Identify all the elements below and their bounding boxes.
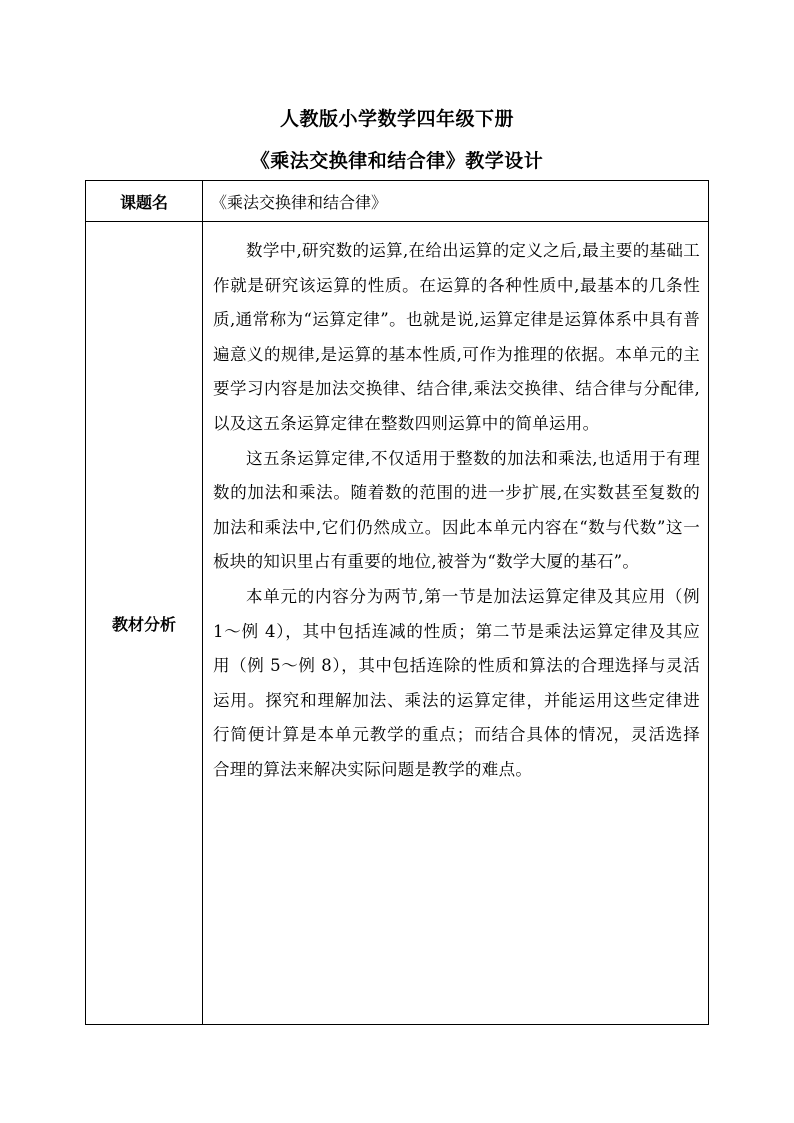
table-row — [86, 181, 709, 222]
document-subtitle: 《乘法交换律和结合律》教学设计 — [250, 150, 544, 172]
analysis-paragraph-2: 这五条运算定律,不仅适用于整数的加法和乘法,也适用于有理数的加法和乘法。随着数的范围的进一步扩展,在实数甚至复数的加法和乘法中,它们仍然成立。因此本单元内容在“数与代数”这一板块的知识里占有重要的地位,被誉为“数学大厦的基石”。 — [213, 448, 700, 572]
analysis-content — [203, 222, 709, 1025]
analysis-paragraph-3: 本单元的内容分为两节,第一节是加法运算定律及其应用（例 1～例 4），其中包括连减的性质；第二节是乘法运算定律及其应用（例 5～例 8），其中包括连除的性质和算法的合理选择与灵活运用。探究和理解加法、乘法的运算定律，并能运用这些定律进行简便计算是本单元教学的重点；而结合具体的情况，灵活选择合理的算法来解决实际问题是教学的难点。 — [213, 586, 700, 779]
row-label-analysis: 教材分析 — [86, 222, 203, 1025]
table-row — [86, 222, 709, 1025]
lesson-design-table — [85, 180, 709, 1025]
document-title: 人教版小学数学四年级下册 — [279, 108, 514, 130]
topic-value: 《乘法交换律和结合律》 — [203, 181, 709, 222]
row-label-topic: 课题名 — [86, 181, 203, 222]
analysis-paragraph-1: 数学中,研究数的运算,在给出运算的定义之后,最主要的基础工作就是研究该运算的性质。在运算的各种性质中,最基本的几条性质,通常称为“运算定律”。也就是说,运算定律是运算体系中具有普遍意义的规律,是运算的基本性质,可作为推理的依据。本单元的主要学习内容是加法交换律、结合律,乘法交换律、结合律与分配律,以及这五条运算定律在整数四则运算中的简单运用。 — [213, 241, 700, 433]
